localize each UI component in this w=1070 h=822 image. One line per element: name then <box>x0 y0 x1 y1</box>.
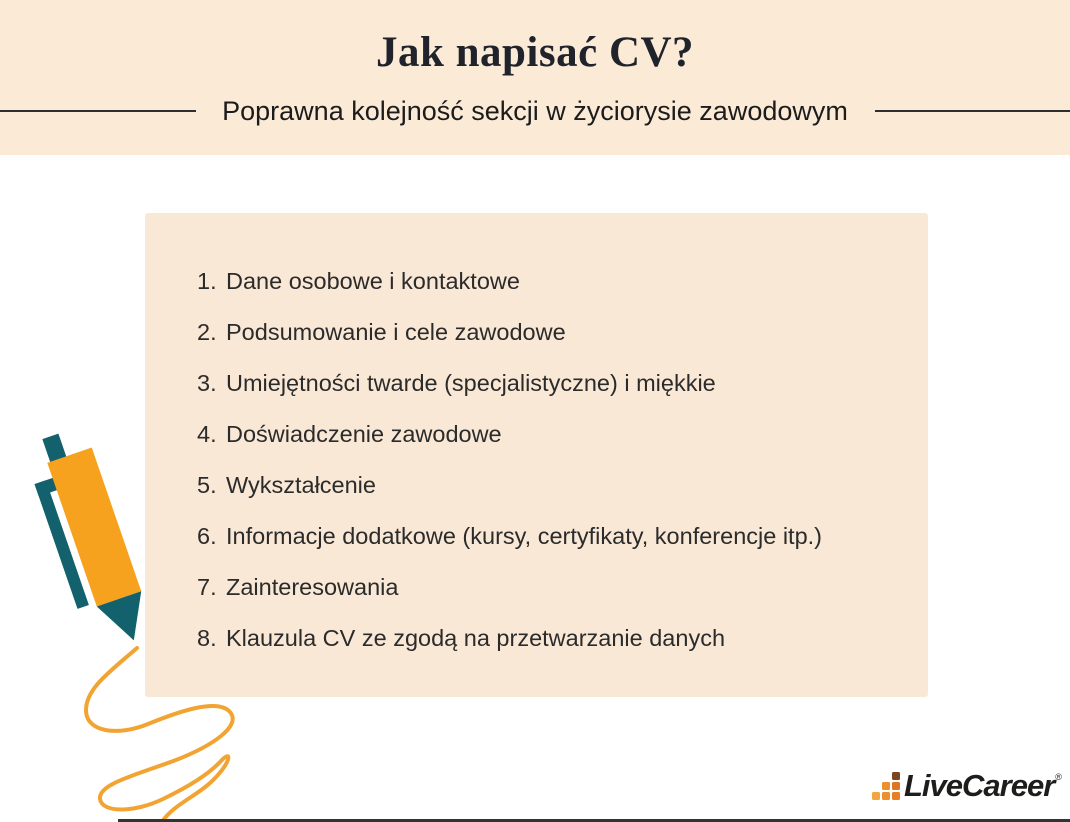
list-item <box>197 624 822 652</box>
pen-illustration <box>22 430 156 654</box>
livecareer-logo-icon <box>872 771 901 800</box>
list-item-text: Podsumowanie i cele zawodowe <box>226 319 566 345</box>
list-item-text: Dane osobowe i kontaktowe <box>226 268 520 294</box>
pen-squiggle-line <box>86 648 233 822</box>
list-item-number: 5. <box>197 472 217 498</box>
list-item <box>197 573 822 601</box>
list-item-number: 4. <box>197 421 217 447</box>
subtitle-row <box>0 96 1070 128</box>
list-item-number: 1. <box>197 268 217 294</box>
list-item-text: Umiejętności twarde (specjalistyczne) i miękkie <box>226 370 716 396</box>
divider-line-right <box>875 110 1070 112</box>
list-item-text: Informacje dodatkowe (kursy, certyfikaty, konferencje itp.) <box>226 523 823 549</box>
page-subtitle: Poprawna kolejność sekcji w życiorysie zawodowym <box>222 96 848 126</box>
list-item-number: 2. <box>197 319 217 345</box>
brand-logo <box>872 769 1062 802</box>
list-item-number: 8. <box>197 625 217 651</box>
list-item <box>197 471 822 499</box>
header <box>0 0 1070 155</box>
list-item-number: 6. <box>197 523 217 549</box>
list-item-text: Doświadczenie zawodowe <box>226 421 502 447</box>
list-item <box>197 420 822 448</box>
cv-sections-panel <box>145 213 928 697</box>
list-item <box>197 318 822 346</box>
list-item <box>197 522 822 550</box>
list-item-text: Zainteresowania <box>226 574 399 600</box>
page-title: Jak napisać CV? <box>375 29 695 76</box>
list-item <box>197 369 822 397</box>
list-item-text: Wykształcenie <box>226 472 376 498</box>
list-item-number: 3. <box>197 370 217 396</box>
pen-with-squiggle-icon <box>20 430 260 822</box>
registered-trademark: ® <box>1055 772 1062 782</box>
cv-sections-list <box>197 267 822 652</box>
list-item <box>197 267 822 295</box>
list-item-number: 7. <box>197 574 217 600</box>
list-item-text: Klauzula CV ze zgodą na przetwarzanie danych <box>226 625 726 651</box>
livecareer-logo-text: LiveCareer <box>904 768 1055 803</box>
